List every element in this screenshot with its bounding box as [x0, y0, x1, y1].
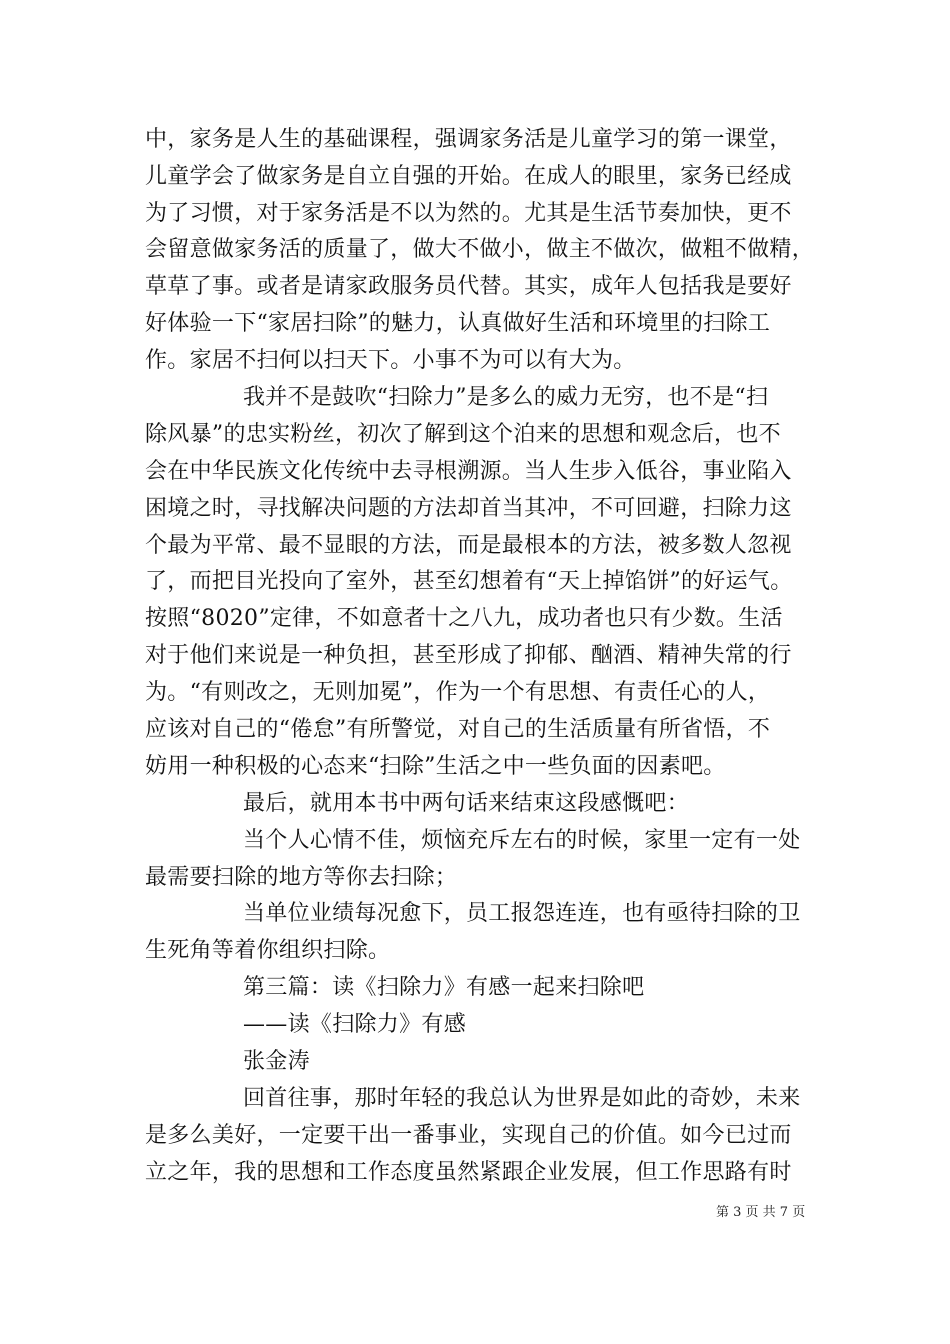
text-line: 好体验一下“家居扫除”的魅力，认真做好生活和环境里的扫除工 — [145, 311, 771, 336]
page-number-footer: 第 3 页 共 7 页 — [716, 1205, 806, 1220]
text-line: 儿童学会了做家务是自立自强的开始。在成人的眼里，家务已经成 — [145, 164, 792, 189]
paragraph-start-line: 我并不是鼓吹“扫除力”是多么的威力无穷，也不是“扫 — [243, 385, 769, 410]
text-line: 生死角等着你组织扫除。 — [145, 938, 391, 963]
text-line: 对于他们来说是一种负担，甚至形成了抑郁、酗酒、精神失常的行 — [145, 643, 792, 668]
text-line: 为。“有则改之，无则加冕”，作为一个有思想、有责任心的人， — [145, 680, 771, 705]
text-line: 困境之时，寻找解决问题的方法却首当其冲，不可回避，扫除力这 — [145, 496, 792, 521]
section-title: 第三篇：读《扫除力》有感一起来扫除吧 — [243, 975, 645, 1000]
paragraph-start-line: 最后，就用本书中两句话来结束这段感慨吧： — [243, 791, 690, 816]
text-line: 最需要扫除的地方等你去扫除； — [145, 865, 458, 890]
text-line: 除风暴”的忠实粉丝，初次了解到这个泊来的思想和观念后，也不 — [145, 422, 781, 447]
text-line: 了，而把目光投向了室外，甚至幻想着有“天上掉馅饼”的好运气。 — [145, 569, 793, 594]
paragraph-start-line: 回首往事，那时年轻的我总认为世界是如此的奇妙，未来 — [243, 1086, 801, 1111]
text-line: 会在中华民族文化传统中去寻根溯源。当人生步入低谷，事业陷入 — [145, 459, 792, 484]
text-line: 个最为平常、最不显眼的方法，而是最根本的方法，被多数人忽视 — [145, 533, 792, 558]
paragraph-start-line: 当个人心情不佳，烦恼充斥左右的时候，家里一定有一处 — [243, 828, 801, 853]
text-line: 应该对自己的“倦怠”有所警觉，对自己的生活质量有所省悟，不 — [145, 717, 771, 742]
text-line: 草草了事。或者是请家政服务员代替。其实，成年人包括我是要好 — [145, 274, 792, 299]
text-line: 中，家务是人生的基础课程，强调家务活是儿童学习的第一课堂， — [145, 127, 792, 152]
text-line: 妨用一种积极的心态来“扫除”生活之中一些负面的因素吧。 — [145, 754, 726, 779]
section-subtitle: ——读《扫除力》有感 — [243, 1012, 467, 1037]
paragraph-start-line: 当单位业绩每况愈下，员工报怨连连，也有亟待扫除的卫 — [243, 901, 801, 926]
author-name: 张金涛 — [243, 1049, 310, 1074]
text-line: 会留意做家务活的质量了，做大不做小，做主不做次，做粗不做精， — [145, 237, 815, 262]
text-line: 作。家居不扫何以扫天下。小事不为可以有大为。 — [145, 348, 636, 373]
text-line: 按照“8020”定律，不如意者十之八九，成功者也只有少数。生活 — [145, 606, 783, 631]
text-line: 为了习惯，对于家务活是不以为然的。尤其是生活节奏加快，更不 — [145, 201, 792, 226]
text-line: 是多么美好，一定要干出一番事业，实现自己的价值。如今已过而 — [145, 1123, 792, 1148]
text-line: 立之年，我的思想和工作态度虽然紧跟企业发展，但工作思路有时 — [145, 1160, 792, 1185]
